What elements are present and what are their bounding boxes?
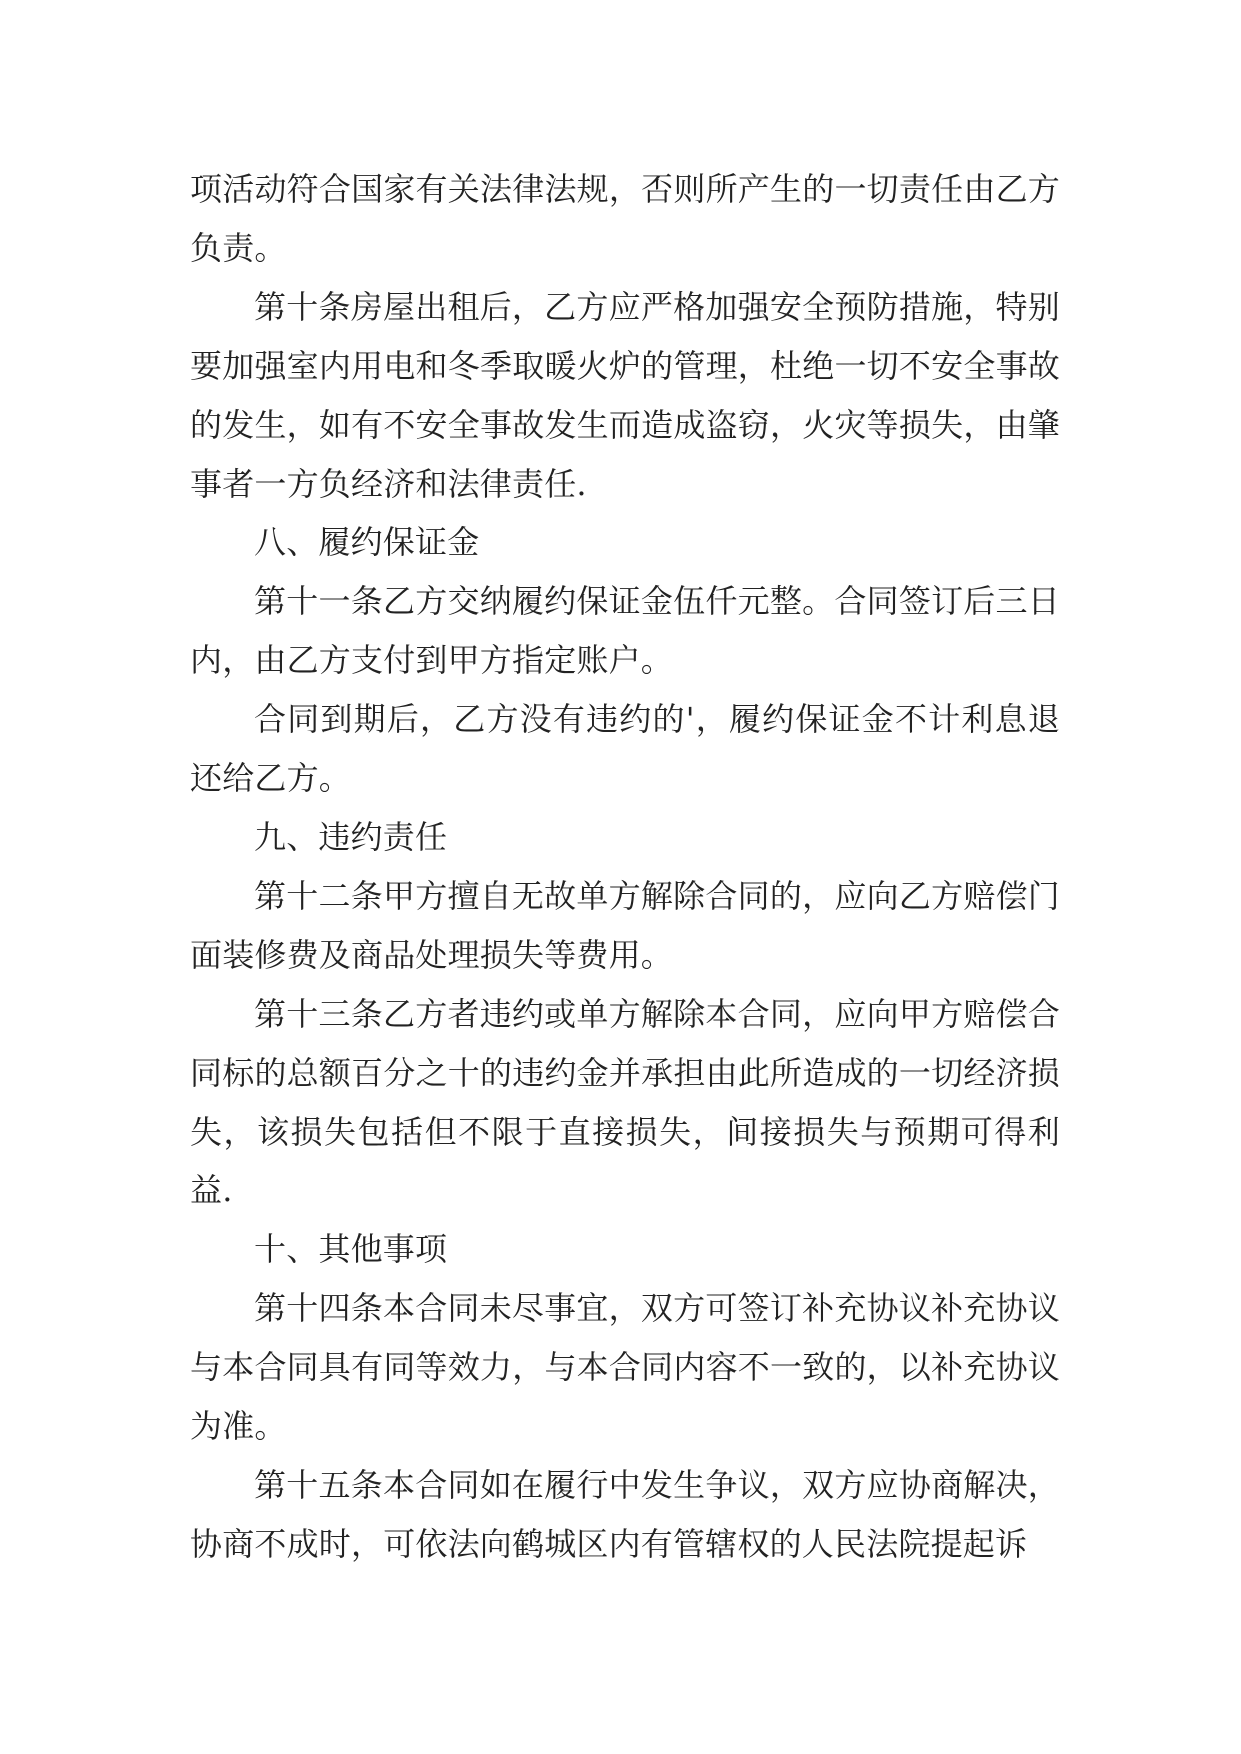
section-heading-other-matters: 十、其他事项 bbox=[254, 1230, 448, 1269]
document-body bbox=[190, 160, 1060, 1574]
paragraph-article-11: 第十一条乙方交纳履约保证金伍仟元整。合同签订后三日内，由乙方支付到甲方指定账户。 bbox=[190, 582, 1060, 680]
paragraph-article-14: 第十四条本合同未尽事宜，双方可签订补充协议补充协议与本合同具有同等效力，与本合同内容不一致的，以补充协议为准。 bbox=[190, 1289, 1060, 1446]
paragraph-article-13: 第十三条乙方者违约或单方解除本合同，应向甲方赔偿合同标的总额百分之十的违约金并承担由此所造成的一切经济损失，该损失包括但不限于直接损失，间接损失与预期可得利益. bbox=[190, 994, 1060, 1210]
paragraph-article-15: 第十五条本合同如在履行中发生争议，双方应协商解决，协商不成时，可依法向鹤城区内有管辖权的人民法院提起诉 bbox=[190, 1465, 1060, 1563]
paragraph-article-10: 第十条房屋出租后，乙方应严格加强安全预防措施，特别要加强室内用电和冬季取暖火炉的管理，杜绝一切不安全事故的发生，如有不安全事故发生而造成盗窃，火灾等损失，由肇事者一方负经济和法律责任. bbox=[190, 287, 1060, 503]
section-heading-performance-bond: 八、履约保证金 bbox=[254, 523, 480, 562]
section-heading-liability: 九、违约责任 bbox=[254, 817, 448, 856]
paragraph-bond-refund: 合同到期后，乙方没有违约的'，履约保证金不计利息退还给乙方。 bbox=[190, 700, 1060, 798]
paragraph-article-12: 第十二条甲方擅自无故单方解除合同的，应向乙方赔偿门面装修费及商品处理损失等费用。 bbox=[190, 876, 1060, 974]
paragraph-continuation: 项活动符合国家有关法律法规，否则所产生的一切责任由乙方负责。 bbox=[190, 170, 1060, 267]
